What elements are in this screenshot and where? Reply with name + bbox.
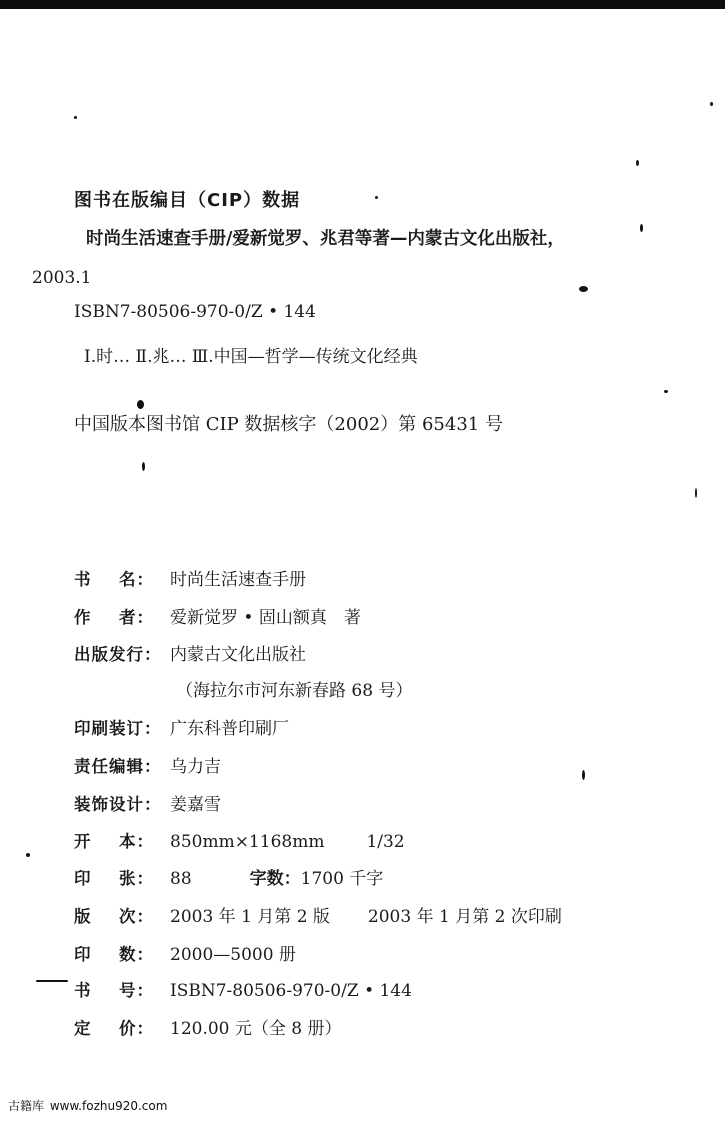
spec-value: 广东科普印刷厂 xyxy=(170,719,289,739)
spec-value: 88 xyxy=(170,869,192,889)
scan-speck xyxy=(710,102,713,106)
word-count-label: 字数： xyxy=(249,869,301,889)
scan-speck xyxy=(36,980,68,982)
scan-speck xyxy=(26,853,30,857)
scan-speck xyxy=(142,462,145,471)
cip-library-record: 中国版本图书馆 CIP 数据核字（2002）第 65431 号 xyxy=(74,414,503,435)
scan-speck xyxy=(664,390,668,393)
scan-speck xyxy=(636,160,639,166)
spec-editor-row xyxy=(74,752,221,776)
scan-speck xyxy=(137,400,144,409)
spec-designer-row xyxy=(74,790,221,814)
spec-price-row xyxy=(74,1014,342,1038)
scan-speck xyxy=(640,224,643,232)
spec-publisher-row xyxy=(74,640,306,664)
spec-label: 印 张： xyxy=(74,869,154,888)
spec-value: 姜嘉雪 xyxy=(170,795,221,815)
spec-extra: 2003 年 1 月第 2 次印刷 xyxy=(367,907,562,927)
spec-edition-row xyxy=(74,902,562,926)
scan-speck xyxy=(582,770,585,780)
spec-label: 书 号： xyxy=(74,981,154,1000)
cip-entry-line: 时尚生活速查手册/爱新觉罗、兆君等著—内蒙古文化出版社， xyxy=(86,229,565,249)
spec-label: 版 次： xyxy=(74,907,154,926)
spec-label: 装饰设计： xyxy=(74,795,162,814)
spec-label: 作 者： xyxy=(74,608,154,627)
site-footer xyxy=(8,1097,167,1114)
spec-label: 开 本： xyxy=(74,832,154,851)
spec-value: 2003 年 1 月第 2 版 xyxy=(170,907,330,927)
spec-value: ISBN7-80506-970-0/Z • 144 xyxy=(170,981,412,1001)
spec-author-row xyxy=(74,603,361,627)
spec-printer-row xyxy=(74,714,289,738)
cip-year: 2003.1 xyxy=(32,268,92,288)
spec-value: 乌力吉 xyxy=(170,757,221,777)
spec-label: 书 名： xyxy=(74,570,154,589)
spec-value: 120.00 元（全 8 册） xyxy=(170,1019,342,1039)
scan-speck xyxy=(74,116,77,119)
spec-extra: 1/32 xyxy=(366,832,405,852)
spec-format-row xyxy=(74,828,405,852)
spec-label: 印刷装订： xyxy=(74,719,162,738)
spec-value: 时尚生活速查手册 xyxy=(170,570,306,590)
cip-isbn: ISBN7-80506-970-0/Z • 144 xyxy=(74,302,316,322)
scan-speck xyxy=(695,488,697,498)
cip-heading: 图书在版编目（CIP）数据 xyxy=(74,190,301,211)
site-url: www.fozhu920.com xyxy=(49,1099,168,1113)
spec-label: 定 价： xyxy=(74,1019,154,1038)
spec-label: 责任编辑： xyxy=(74,757,162,776)
word-count-value: 1700 千字 xyxy=(300,869,384,889)
spec-label: 印 数： xyxy=(74,945,154,964)
spec-value: 爱新觉罗 • 固山额真 著 xyxy=(170,608,361,628)
spec-sheets-row xyxy=(74,864,383,888)
scan-speck xyxy=(579,286,588,292)
spec-label: 出版发行： xyxy=(74,645,162,664)
spec-value: 2000—5000 册 xyxy=(170,945,296,965)
site-name: 古籍库 xyxy=(8,1099,45,1113)
spec-value: 内蒙古文化出版社 xyxy=(170,645,306,665)
scan-top-border xyxy=(0,0,725,9)
spec-book-number-row xyxy=(74,977,412,1001)
cip-subjects: Ⅰ.时… Ⅱ.兆… Ⅲ.中国—哲学—传统文化经典 xyxy=(84,347,418,367)
scan-speck xyxy=(375,196,378,199)
spec-title-row xyxy=(74,565,306,589)
spec-value: 850mm×1168mm xyxy=(170,832,325,852)
spec-print-run-row xyxy=(74,940,296,964)
publisher-address: （海拉尔市河东新春路 68 号） xyxy=(176,681,413,701)
